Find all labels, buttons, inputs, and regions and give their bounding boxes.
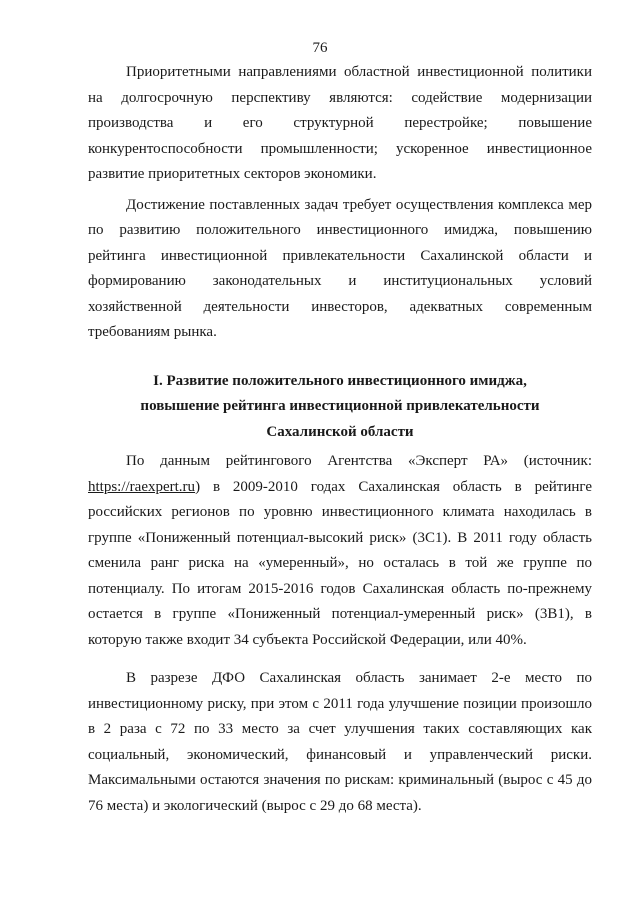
section-heading — [88, 369, 592, 446]
paragraph-rating — [88, 449, 592, 653]
section-heading-line-3: Сахалинской области — [266, 423, 414, 440]
page-number: 76 — [312, 40, 328, 56]
paragraph-dfo-ranking: В разрезе ДФО Сахалинская область занимает 2-е место по инвестиционному риску, при этом с 2011 года улучшение позиции произошло в 2 раза с 72 по 33 место за счет улучшения таких составляющих как социальный, экономический, финансовый и управленческий риски. Максимальными остаются значения по рискам: криминальный (вырос с 45 до 76 места) и экологический (вырос с 29 до 68 места). — [88, 670, 592, 814]
source-link[interactable]: https://raexpert.ru — [88, 478, 196, 495]
paragraph-rating-text-start: По данным рейтингового Агентства «Эксперт РА» (источник: — [126, 453, 592, 469]
paragraph-rating-text-end: ) в 2009-2010 годах Сахалинская область в рейтинге российских регионов по уровню инвестиционного климата находилась в группе «Пониженный потенциал-высокий риск» (3С1). В 2011 году область сменила ранг риска на «умеренный», но осталась в той же группе по потенциалу. По итогам 2015-2016 годов Сахалинская область по-прежнему остается в группе «Пониженный потенциал-умеренный риск» (3В1), в которую также входит 34 субъекта Российской Федерации, или 40%. — [88, 478, 592, 648]
section-heading-line-2: повышение рейтинга инвестиционной привлекательности — [140, 398, 540, 414]
paragraph-tasks: Достижение поставленных задач требует осуществления комплекса мер по развитию положительного инвестиционного имиджа, повышению рейтинга инвестиционной привлекательности Сахалинской области и формированию законодательных и институциональных условий хозяйственной деятельности инвесторов, адекватных современным требованиям рынка. — [88, 196, 592, 340]
section-heading-line-1: I. Развитие положительного инвестиционного имиджа, — [153, 372, 527, 389]
paragraph-investment-priorities: Приоритетными направлениями областной инвестиционной политики на долгосрочную перспективу являются: содействие модернизации производства и его структурной перестройке; повышение конкурентоспособности промышленности; ускоренное инвестиционное развитие приоритетных секторов экономики. — [88, 64, 592, 182]
document-body — [88, 60, 592, 819]
